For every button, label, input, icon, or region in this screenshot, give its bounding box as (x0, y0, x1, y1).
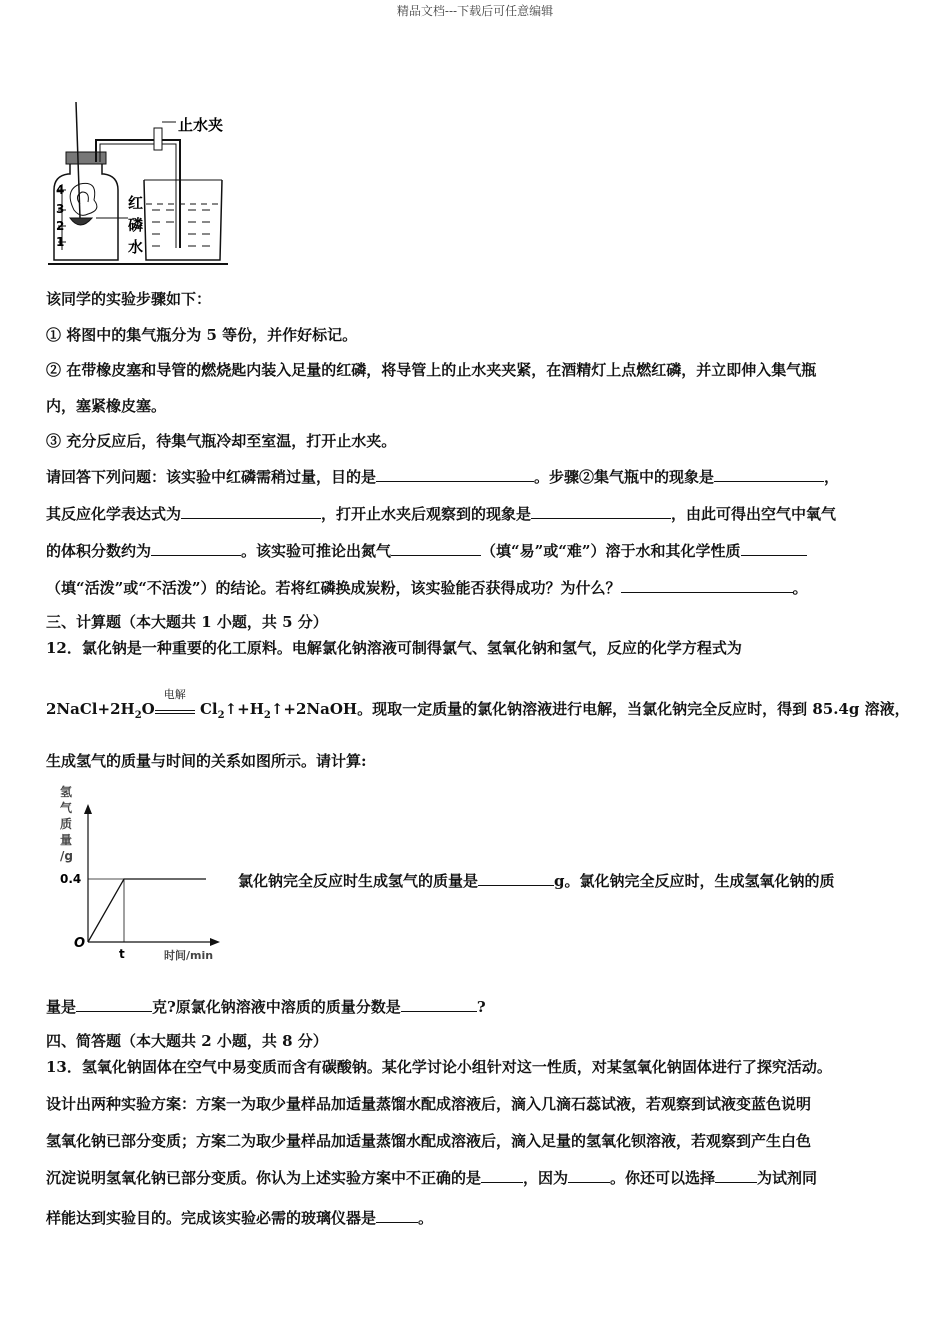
text-line: 内，塞紧橡皮塞。 (46, 397, 167, 415)
answer-blank[interactable] (568, 1167, 610, 1183)
text-line: 氢氧化钠已部分变质；方案二为取少量样品加适量蒸馏水配成溶液后，滴入足量的氢氧化钡溶液，若观察到产生白色 (46, 1132, 812, 1150)
eq-part: Cl (199, 700, 218, 718)
text-segment: ，由此可得出空气中氧气 (671, 505, 837, 523)
label-phos: 磷 (128, 216, 144, 234)
text-segment: ? (476, 998, 486, 1016)
mark-2: 2 (56, 219, 65, 233)
text-line: ② 在带橡皮塞和导管的燃烧匙内装入足量的红磷，将导管上的止水夹夹紧，在酒精灯上点燃红磷，并立即伸入集气瓶 (46, 361, 817, 379)
text-segment: 沉淀说明氢氧化钠已部分变质。你认为上述实验方案中不正确的是 (46, 1169, 482, 1187)
text-segment: ，打开止水夹后观察到的现象是 (321, 505, 532, 523)
text-line: ③ 充分反应后，待集气瓶冷却至室温，打开止水夹。 (46, 432, 397, 450)
text-segment: 。步骤②集气瓶中的现象是 (534, 468, 715, 486)
text-line: 设计出两种实验方案：方案一为取少量样品加适量蒸馏水配成溶液后，滴入几滴石蕊试液，若观察到试液变蓝色说明 (46, 1095, 812, 1113)
answer-blank[interactable] (151, 540, 241, 556)
reaction-arrow (155, 688, 195, 714)
page-header: 精品文档---下载后可任意编辑 (396, 4, 554, 18)
question-line (46, 577, 808, 598)
text-segment: 氯化钠完全反应时生成氢气的质量是 (238, 872, 479, 890)
text-segment: 。该实验可推论出氮气 (241, 542, 392, 560)
answer-blank[interactable] (531, 503, 671, 519)
question-line (46, 466, 839, 487)
text-segment: 为试剂同 (757, 1169, 818, 1187)
answer-blank[interactable] (481, 1167, 523, 1183)
eq-subscript: 2 (263, 710, 271, 721)
text-segment: 。 (418, 1209, 434, 1227)
answer-blank[interactable] (391, 540, 481, 556)
beaker (144, 180, 222, 260)
label-red: 红 (128, 194, 144, 212)
text-segment: 请回答下列问题：该实验中红磷需稍过量，目的是 (46, 468, 377, 486)
text-line: 该同学的实验步骤如下： (46, 290, 212, 308)
chemical-equation (46, 688, 910, 721)
y-axis-label (60, 784, 73, 863)
text-segment: 的体积分数约为 (46, 542, 152, 560)
eq-subscript: 2 (217, 710, 225, 721)
label-clamp: 止水夹 (178, 116, 224, 134)
answer-blank[interactable] (478, 870, 554, 886)
eq-part: O (141, 700, 155, 718)
y-axis-arrow (84, 804, 92, 814)
burning-spoon (70, 218, 92, 225)
text-segment: 。你还可以选择 (610, 1169, 716, 1187)
section-heading: 四、简答题（本大题共 2 小题，共 8 分） (46, 1032, 328, 1050)
eq-part: ↑+2NaOH (270, 700, 358, 718)
answer-blank[interactable] (181, 503, 321, 519)
text-segment: （填“易”或“难”）溶于水和其化学性质 (481, 542, 741, 560)
question-line (46, 1207, 433, 1228)
text-line: 13．氢氧化钠固体在空气中易变质而含有碳酸钠。某化学讨论小组针对这一性质，对某氢氧化钠固体进行了探究活动。 (46, 1058, 832, 1076)
eq-part: ↑+H (224, 700, 264, 718)
answer-blank[interactable] (714, 466, 824, 482)
answer-blank[interactable] (621, 577, 793, 593)
question-line (46, 1167, 817, 1188)
text-segment: ，因为 (523, 1169, 569, 1187)
text-segment: g。氯化钠完全反应时，生成氢氧化钠的质 (554, 872, 835, 890)
y-axis-label-char: 量 (60, 833, 73, 847)
question-line (238, 870, 835, 891)
text-segment: ， (824, 468, 840, 486)
text-segment: 克?原氯化钠溶液中溶质的质量分数是 (152, 998, 401, 1016)
eq-part: 2NaCl+2H (46, 700, 135, 718)
text-segment: 。 (792, 579, 808, 597)
y-axis-label-char: 氢 (60, 785, 73, 799)
reaction-condition: 电解 (163, 688, 186, 701)
series-line (88, 879, 206, 942)
mark-3: 3 (56, 202, 65, 216)
x-tick-label: t (119, 947, 125, 961)
eq-part: 。现取一定质量的氯化钠溶液进行电解，当氯化钠完全反应时，得到 85.4g 溶液， (357, 700, 910, 718)
mark-4: 4 (56, 183, 65, 197)
flame (70, 183, 97, 215)
y-axis-label-char: /g (60, 849, 73, 863)
question-line (46, 503, 836, 524)
answer-blank[interactable] (401, 996, 477, 1012)
answer-blank[interactable] (741, 540, 807, 556)
label-water: 水 (128, 238, 144, 256)
y-axis-label-char: 气 (60, 801, 73, 815)
answer-blank[interactable] (376, 466, 534, 482)
x-axis-arrow (210, 938, 220, 946)
answer-blank[interactable] (715, 1167, 757, 1183)
text-line: 12．氯化钠是一种重要的化工原料。电解氯化钠溶液可制得氯气、氢氧化钠和氢气，反应的化学方程式为 (46, 639, 742, 657)
x-axis-label: 时间/min (164, 949, 214, 962)
water-clamp (154, 128, 162, 150)
hydrogen-mass-chart (46, 782, 236, 967)
text-line: 生成氢气的质量与时间的关系如图所示。请计算: (46, 752, 367, 770)
y-tick-label: 0.4 (60, 872, 82, 886)
text-segment: （填“活泼”或“不活泼”）的结论。若将红磷换成炭粉，该实验能否获得成功？为什么？ (46, 579, 621, 597)
text-segment: 其反应化学表达式为 (46, 505, 182, 523)
eq-subscript: 2 (134, 710, 142, 721)
mark-1: 1 (56, 235, 65, 249)
question-line (46, 996, 486, 1017)
apparatus-diagram (40, 100, 240, 270)
section-heading: 三、计算题（本大题共 1 小题，共 5 分） (46, 613, 328, 631)
answer-blank[interactable] (376, 1207, 418, 1223)
text-segment: 样能达到实验目的。完成该实验必需的玻璃仪器是 (46, 1209, 377, 1227)
text-segment: 量是 (46, 998, 77, 1016)
origin-label: O (74, 936, 86, 951)
answer-blank[interactable] (76, 996, 152, 1012)
y-axis-label-char: 质 (60, 817, 73, 831)
question-line (46, 540, 807, 561)
text-line: ① 将图中的集气瓶分为 5 等份，并作好标记。 (46, 326, 358, 344)
